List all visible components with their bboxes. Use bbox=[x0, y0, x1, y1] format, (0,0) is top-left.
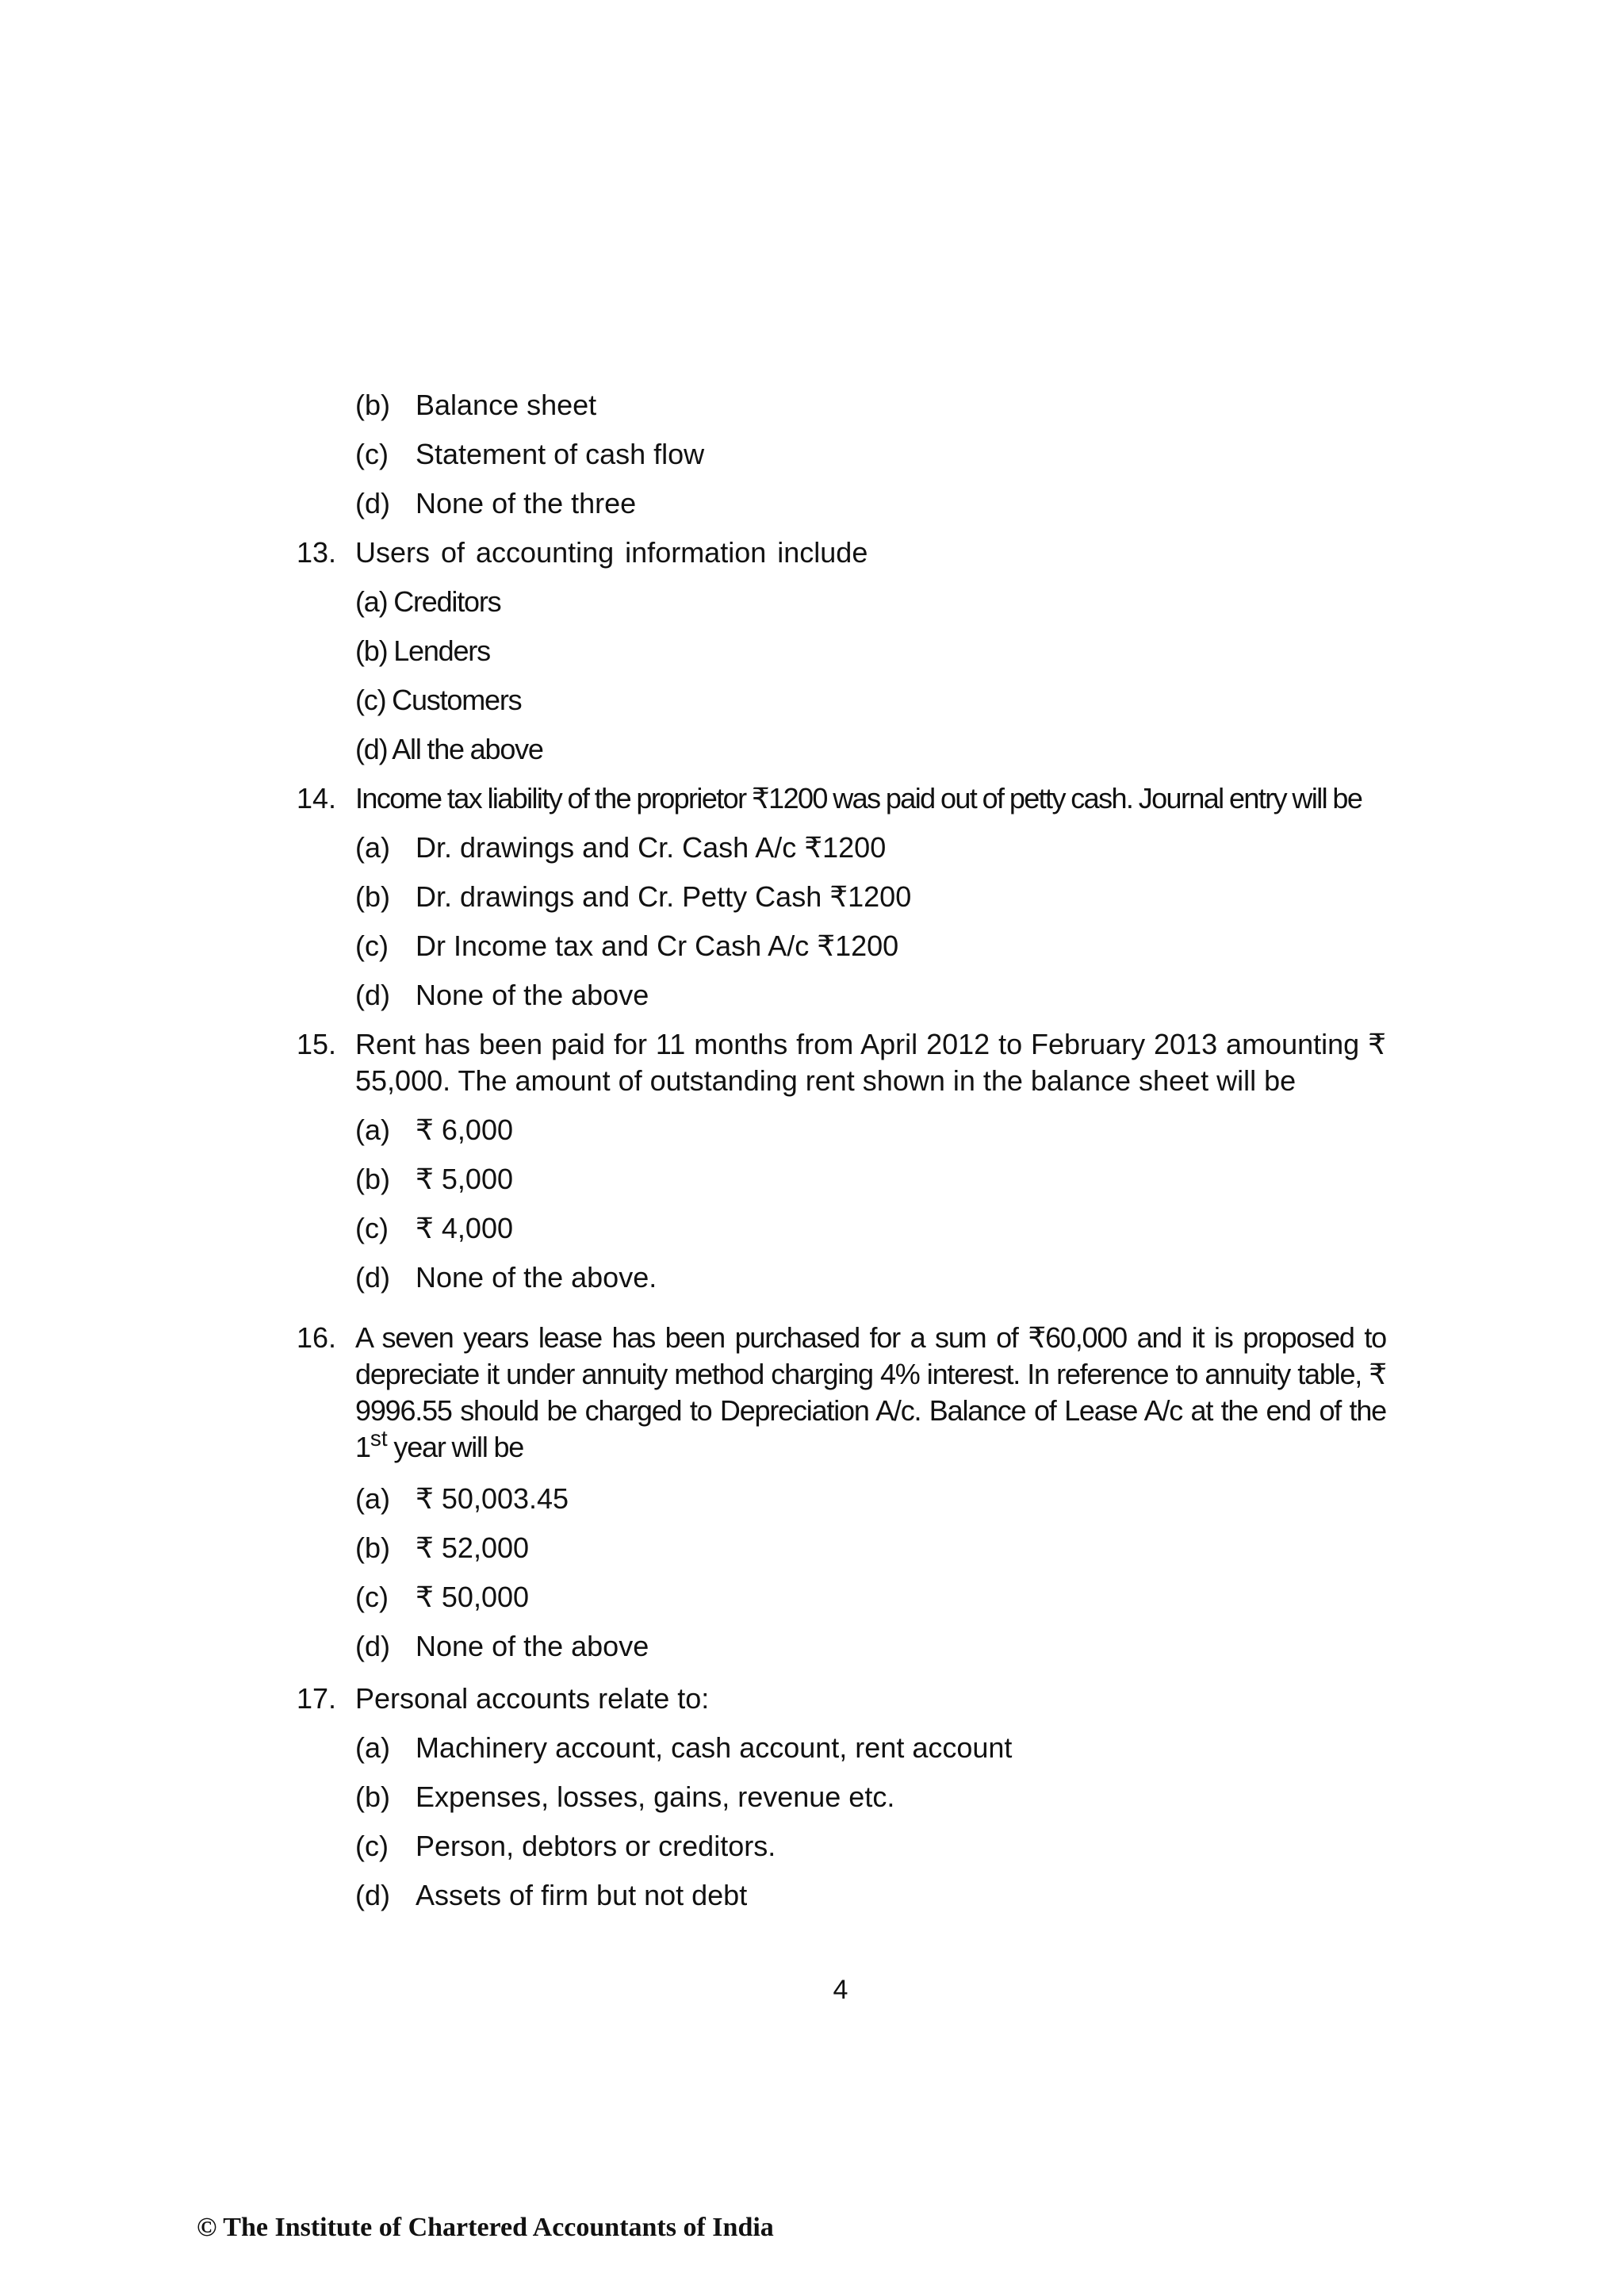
question-number: 13. bbox=[297, 536, 337, 569]
question-15 bbox=[297, 1026, 1386, 1099]
question-14 bbox=[297, 780, 1386, 817]
ordinal-superscript: st bbox=[370, 1426, 388, 1451]
option-a: (a) Dr. drawings and Cr. Cash A/c ₹1200 bbox=[355, 831, 887, 864]
question-text: Personal accounts relate to: bbox=[355, 1682, 710, 1715]
option-c: (c) Customers bbox=[355, 684, 522, 716]
option-d: (d) Assets of firm but not debt bbox=[355, 1879, 748, 1911]
option-b: (b) Dr. drawings and Cr. Petty Cash ₹1200 bbox=[355, 880, 912, 913]
option-d: (d) None of the above bbox=[355, 979, 649, 1011]
question-text-end: year will be bbox=[387, 1431, 524, 1463]
option-d: (d) None of the three bbox=[355, 487, 637, 519]
option-c: (c) Person, debtors or creditors. bbox=[355, 1830, 776, 1862]
option-b: (b) Lenders bbox=[355, 634, 490, 667]
option-c: (c) Statement of cash flow bbox=[355, 438, 705, 470]
option-d: (d) None of the above. bbox=[355, 1261, 657, 1294]
option-b: (b) Expenses, losses, gains, revenue etc. bbox=[355, 1780, 895, 1813]
option-a: (a) ₹ 6,000 bbox=[355, 1114, 513, 1146]
option-a: (a) Machinery account, cash account, rent account bbox=[355, 1731, 1013, 1764]
option-a: (a) Creditors bbox=[355, 585, 501, 618]
question-number: 15. bbox=[297, 1028, 337, 1060]
question-text: Income tax liability of the proprietor ₹1200 was paid out of petty cash. Journal entry will be bbox=[355, 782, 1362, 815]
question-number: 17. bbox=[297, 1682, 337, 1715]
page-number: 4 bbox=[833, 1975, 848, 2005]
question-17 bbox=[297, 1681, 1386, 1717]
option-c: (c) ₹ 50,000 bbox=[355, 1581, 530, 1613]
option-d: (d) All the above bbox=[355, 733, 543, 765]
option-b: (b) Balance sheet bbox=[355, 389, 597, 421]
option-d: (d) None of the above bbox=[355, 1630, 649, 1662]
option-c: (c) ₹ 4,000 bbox=[355, 1212, 513, 1244]
question-number: 14. bbox=[297, 782, 337, 815]
option-b: (b) ₹ 5,000 bbox=[355, 1163, 513, 1195]
question-number: 16. bbox=[297, 1321, 337, 1354]
copyright-footer: © The Institute of Chartered Accountants of India bbox=[197, 2213, 774, 2242]
question-text: Users of accounting information include bbox=[355, 536, 868, 569]
question-text: Rent has been paid for 11 months from April 2012 to February 2013 amounting ₹ 55,000. The amount of outstanding rent shown in the balance sheet will be bbox=[355, 1028, 1386, 1097]
option-a: (a) ₹ 50,003.45 bbox=[355, 1482, 569, 1515]
question-16 bbox=[297, 1320, 1386, 1468]
question-list bbox=[297, 387, 1386, 1926]
option-b: (b) ₹ 52,000 bbox=[355, 1531, 530, 1564]
option-c: (c) Dr Income tax and Cr Cash A/c ₹1200 bbox=[355, 930, 899, 962]
question-text: A seven years lease has been purchased for a sum of ₹60,000 and it is proposed to depreciate it under annuity method charging 4% interest. In reference to annuity table, ₹ 9996.55 should be charged to Depreciation A/c. Balance of Lease A/c at the end of the 1 bbox=[355, 1321, 1386, 1463]
question-13 bbox=[297, 535, 1386, 571]
